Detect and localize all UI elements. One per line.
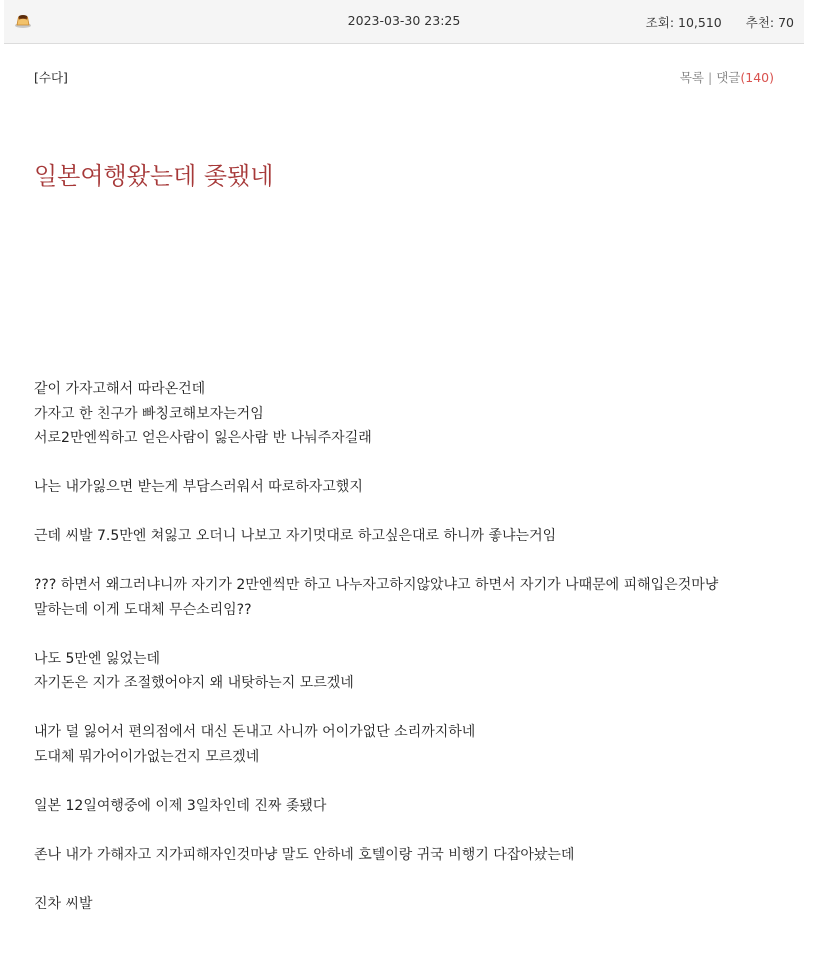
post-paragraph — [34, 892, 794, 917]
list-link[interactable]: 목록 — [679, 70, 704, 85]
post-line: 내가 덜 잃어서 편의점에서 대신 돈내고 사니까 어이가없단 소리까지하네 — [34, 724, 476, 740]
post-line: 나는 내가잃으면 받는게 부담스러워서 따로하자고했지 — [34, 479, 363, 495]
post-category: [수다] — [34, 70, 68, 85]
recommend-count: 추천: 70 — [745, 15, 794, 30]
comment-count: (140) — [740, 70, 774, 85]
post-line: 근데 씨발 7.5만엔 쳐잃고 오더니 나보고 자기멋대로 하고싶은대로 하니까 좋냐는거임 — [34, 528, 557, 544]
post-line: 일본 12일여행중에 이제 3일차인데 진짜 좆됐다 — [34, 797, 327, 814]
post-line: 진차 씨발 — [34, 895, 93, 912]
post-paragraph — [34, 524, 794, 549]
post-stats — [646, 13, 794, 31]
link-separator: | — [708, 70, 713, 85]
view-count: 조회: 10,510 — [645, 15, 722, 30]
post-paragraph — [34, 573, 794, 622]
post-paragraph — [34, 720, 794, 769]
post-paragraph — [34, 843, 794, 868]
post-line: 같이 가자고해서 따라온건데 — [34, 381, 206, 397]
post-header-bar — [4, 0, 804, 44]
post-paragraph — [34, 377, 794, 451]
post-paragraph — [34, 794, 794, 819]
post-paragraph — [34, 647, 794, 696]
post-date: 2023-03-30 23:25 — [347, 13, 461, 28]
post-paragraph — [34, 475, 794, 500]
post-line: 가자고 한 친구가 빠칭코해보자는거임 — [34, 405, 264, 422]
post-body — [34, 377, 794, 941]
post-line: 말하는데 이게 도대체 무슨소리임?? — [34, 601, 252, 618]
post-line: 자기돈은 지가 조절했어야지 왜 내탓하는지 모르겠네 — [34, 675, 354, 691]
post-links — [680, 68, 774, 86]
post-line: 존나 내가 가해자고 지가피해자인것마냥 말도 안하네 호텔이랑 귀국 비행기 다잡아놨는데 — [34, 846, 575, 863]
comments-link[interactable] — [716, 70, 774, 85]
comments-link-label: 댓글 — [716, 70, 741, 85]
post-line: 도대체 뭐가어이가없는건지 모르겠네 — [34, 748, 260, 765]
post-line: 나도 5만엔 잃었는데 — [34, 650, 160, 667]
post-title: 일본여행왔는데 좆됐네 — [34, 162, 274, 190]
post-line: ??? 하면서 왜그러냐니까 자기가 2만엔씩만 하고 나누자고하지않았냐고 하면서 자기가 나때문에 피해입은것마냥 — [34, 577, 719, 593]
post-line: 서로2만엔씩하고 얻은사람이 잃은사람 반 나눠주자길래 — [34, 430, 372, 446]
